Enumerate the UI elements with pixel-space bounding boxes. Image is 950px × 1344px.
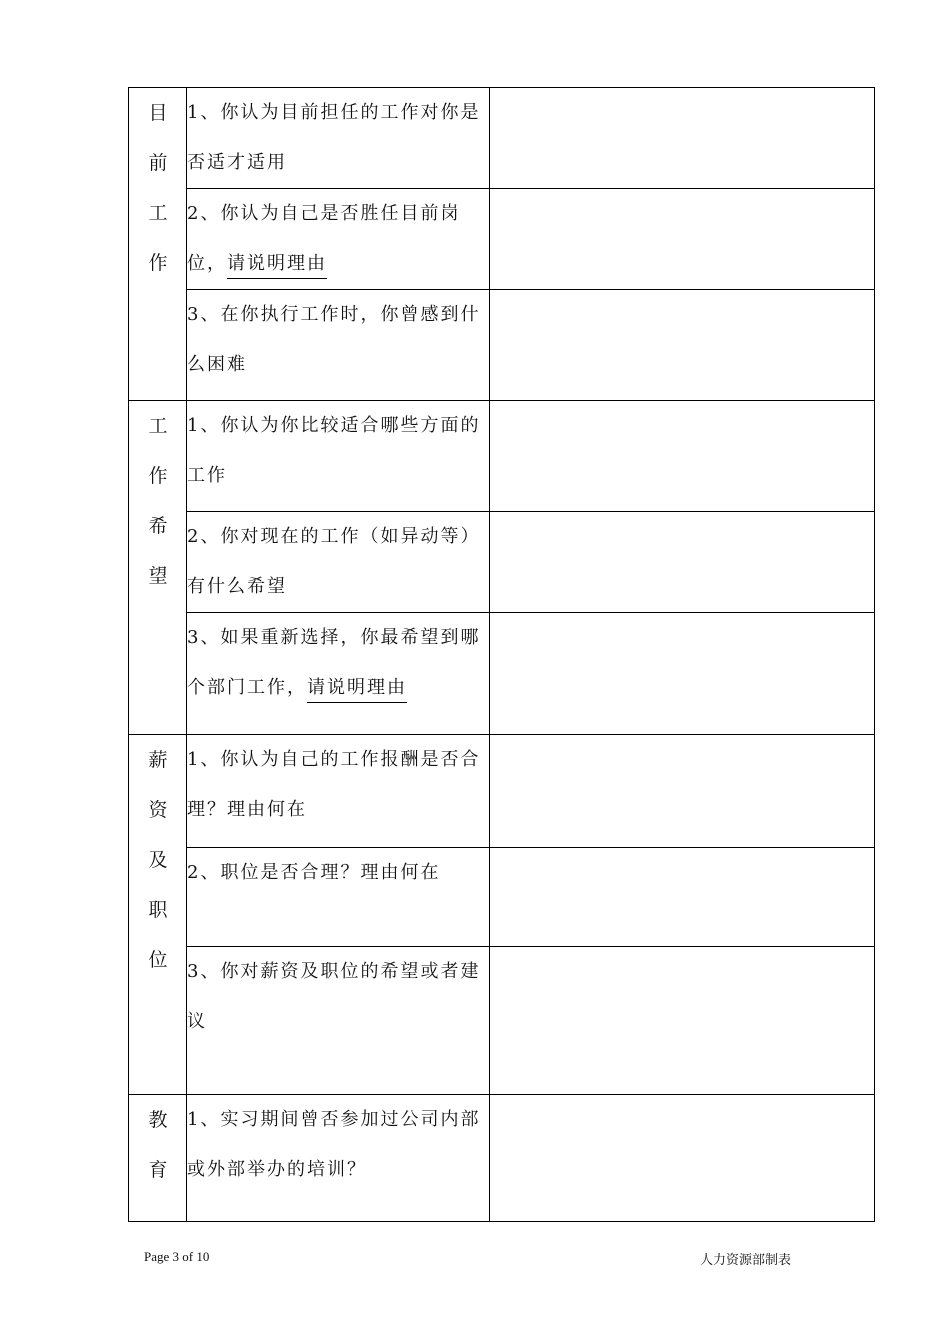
underlined-text: 请说明理由 (227, 253, 327, 279)
section-label-current-work (129, 88, 187, 401)
answer-field[interactable] (490, 613, 875, 735)
form-row (129, 401, 875, 512)
answer-field[interactable] (490, 947, 875, 1095)
question-text: 1、你认为自己的工作报酬是否合理？理由何在 (187, 749, 481, 820)
question-cell (187, 848, 490, 947)
question-cell (187, 512, 490, 613)
underlined-text: 请说明理由 (307, 677, 407, 703)
section-label-work-hope (129, 401, 187, 735)
question-text: 3、在你执行工作时，你曾感到什么困难 (187, 304, 481, 375)
section-label-text: 工作希望 (148, 415, 168, 587)
answer-field[interactable] (490, 290, 875, 401)
question-cell (187, 613, 490, 735)
question-cell (187, 1095, 490, 1222)
question-cell (187, 735, 490, 848)
form-row (129, 88, 875, 189)
form-row (129, 735, 875, 848)
question-cell (187, 290, 490, 401)
form-row (129, 1095, 875, 1222)
section-label-education (129, 1095, 187, 1222)
section-label-text: 薪资及职位 (148, 749, 168, 971)
form-row (129, 189, 875, 290)
answer-field[interactable] (490, 88, 875, 189)
question-cell (187, 401, 490, 512)
question-text: 1、实习期间曾否参加过公司内部或外部举办的培训？ (187, 1109, 481, 1180)
question-text: 3、如果重新选择，你最希望到哪个部门工作， (187, 627, 481, 698)
page-number: Page 3 of 10 (144, 1249, 210, 1264)
form-row (129, 613, 875, 735)
form-row (129, 290, 875, 401)
answer-field[interactable] (490, 401, 875, 512)
question-cell (187, 947, 490, 1095)
question-text: 1、你认为你比较适合哪些方面的工作 (187, 415, 481, 486)
question-text: 2、你对现在的工作（如异动等）有什么希望 (187, 526, 481, 597)
answer-field[interactable] (490, 189, 875, 290)
answer-field[interactable] (490, 735, 875, 848)
evaluation-form-table (128, 87, 875, 1222)
footer-department: 人力资源部制表 (700, 1253, 792, 1268)
section-label-salary-position (129, 735, 187, 1095)
question-text: 3、你对薪资及职位的希望或者建议 (187, 961, 481, 1032)
question-text: 1、你认为目前担任的工作对你是否适才适用 (187, 102, 481, 173)
form-row (129, 848, 875, 947)
section-label-text: 目前工作 (148, 102, 168, 274)
form-row (129, 947, 875, 1095)
section-label-text: 教育 (148, 1109, 168, 1181)
form-row (129, 512, 875, 613)
question-cell (187, 189, 490, 290)
question-cell (187, 88, 490, 189)
answer-field[interactable] (490, 1095, 875, 1222)
answer-field[interactable] (490, 848, 875, 947)
answer-field[interactable] (490, 512, 875, 613)
question-text: 2、职位是否合理？理由何在 (187, 862, 441, 883)
question-text: 2、你认为自己是否胜任目前岗位， (187, 203, 461, 274)
